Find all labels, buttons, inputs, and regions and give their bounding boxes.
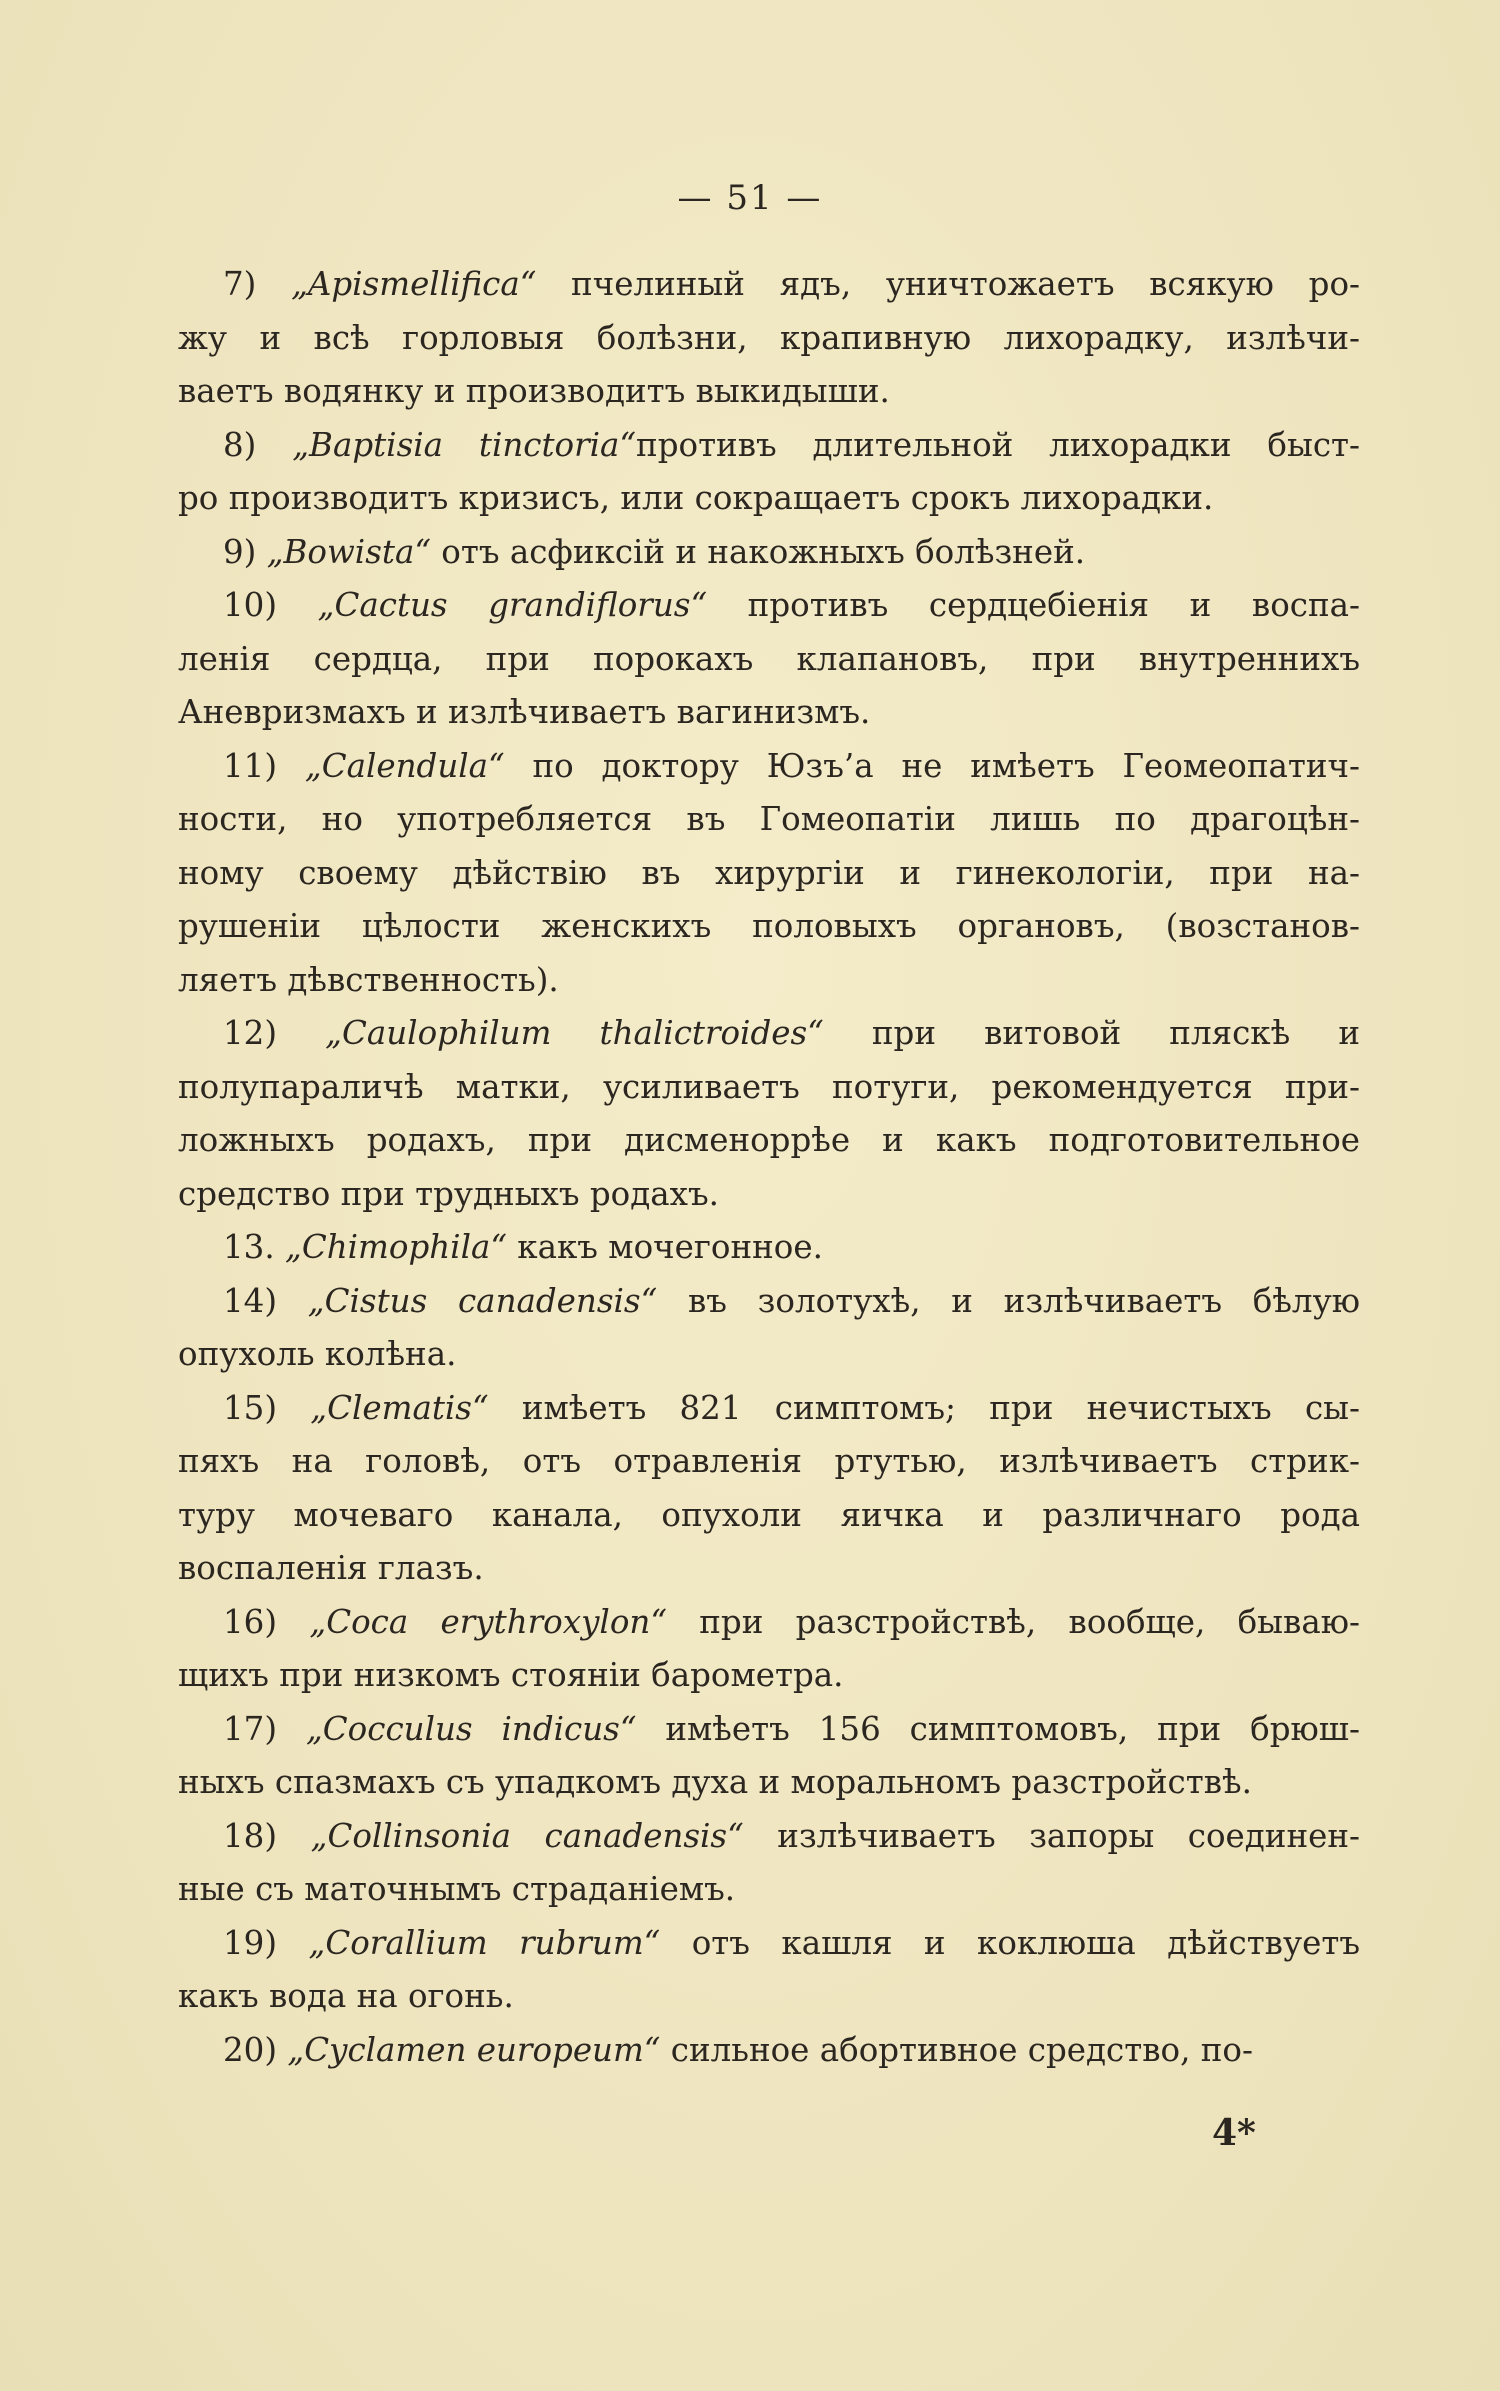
remedy-latin-name: „Calendula“ xyxy=(304,746,505,785)
entry-number: 13. xyxy=(223,1228,275,1266)
remedy-latin-name: „Chimophila“ xyxy=(285,1228,507,1266)
remedy-latin-name: „Cocculus indicus“ xyxy=(305,1709,637,1748)
entry-line xyxy=(178,1863,1360,1917)
entry-text: ному своему дѣйствію въ хирургіи и гинекологіи, при на- xyxy=(178,853,1360,892)
remedy-entry xyxy=(178,579,1360,740)
remedy-entry xyxy=(178,1917,1360,2024)
page-number: — 51 — xyxy=(677,178,823,218)
entry-number: 19) xyxy=(223,1923,278,1962)
entry-line xyxy=(178,1114,1360,1168)
remedy-entry xyxy=(178,1275,1360,1382)
remedy-latin-name: „Cistus canadensis“ xyxy=(307,1281,658,1320)
remedy-entry xyxy=(178,1382,1360,1596)
entry-text: отъ асфиксій и накожныхъ болѣзней. xyxy=(430,532,1086,571)
remedy-entry xyxy=(178,1703,1360,1810)
remedy-entry xyxy=(178,1221,1360,1275)
entry-text: воспаленія глазъ. xyxy=(178,1549,484,1587)
entry-line xyxy=(178,1917,1360,1971)
entry-text: опухоль колѣна. xyxy=(178,1335,457,1373)
entry-line xyxy=(178,633,1360,687)
entry-text: противъ сердцебіенія и воспа- xyxy=(707,586,1360,624)
signature-mark: 4* xyxy=(1212,2112,1256,2154)
entry-line xyxy=(178,472,1360,526)
entry-line xyxy=(178,579,1360,633)
remedy-latin-name: „Collinsonia canadensis“ xyxy=(310,1816,744,1855)
entry-text: ложныхъ родахъ, при дисменоррѣе и какъ подготовительное xyxy=(178,1121,1360,1159)
entry-line xyxy=(178,686,1360,740)
entry-text: при витовой пляскѣ и xyxy=(823,1014,1360,1052)
entry-number: 10) xyxy=(223,586,278,624)
entry-line xyxy=(178,312,1360,366)
entry-text: отъ кашля и коклюша дѣйствуетъ xyxy=(660,1923,1360,1962)
entry-line xyxy=(178,1221,1360,1275)
remedy-entry xyxy=(178,1007,1360,1221)
entry-number: 20) xyxy=(223,2030,278,2069)
entry-text: при разстройствѣ, вообще, бываю- xyxy=(666,1602,1360,1641)
entry-text: ляетъ дѣвственность). xyxy=(178,960,559,999)
entry-line xyxy=(178,1489,1360,1543)
entry-line xyxy=(178,1542,1360,1596)
entry-line xyxy=(178,1168,1360,1222)
entry-text: средство при трудныхъ родахъ. xyxy=(178,1174,719,1213)
remedy-entry xyxy=(178,1596,1360,1703)
entry-text: сильное абортивное средство, по- xyxy=(660,2030,1253,2069)
entry-line xyxy=(178,900,1360,954)
entry-text: ро производитъ кризисъ, или сокращаетъ срокъ лихорадки. xyxy=(178,479,1214,517)
entry-text: ваетъ водянку и производитъ выкидыши. xyxy=(178,372,890,410)
entry-line xyxy=(178,365,1360,419)
entry-number: 18) xyxy=(223,1816,278,1855)
entry-number: 9) xyxy=(223,532,257,571)
remedy-latin-name: „Bowista“ xyxy=(266,532,431,571)
remedy-entry xyxy=(178,419,1360,526)
entry-line xyxy=(178,1328,1360,1382)
entry-text: рушеніи цѣлости женскихъ половыхъ органовъ, (возстанов- xyxy=(178,907,1360,945)
entry-number: 7) xyxy=(223,265,257,303)
remedy-latin-name: „Cactus grandiflorus“ xyxy=(317,586,708,624)
entry-text: ныхъ спазмахъ съ упадкомъ духа и моральномъ разстройствѣ. xyxy=(178,1763,1252,1801)
entry-line xyxy=(178,258,1360,312)
remedy-entry xyxy=(178,1810,1360,1917)
entry-text: въ золотухѣ, и излѣчиваетъ бѣлую xyxy=(657,1281,1360,1320)
remedy-latin-name: „Cyclamen europeum“ xyxy=(287,2030,661,2069)
entry-text: жу и всѣ горловыя болѣзни, крапивную лихорадку, излѣчи- xyxy=(178,318,1360,357)
entry-line xyxy=(178,740,1360,794)
entry-text: пчелиный ядъ, уничтожаетъ всякую ро- xyxy=(536,265,1360,303)
entry-line xyxy=(178,1970,1360,2024)
remedy-latin-name: „Clematis“ xyxy=(310,1388,489,1427)
remedy-entry xyxy=(178,2024,1360,2078)
entry-line xyxy=(178,2024,1360,2078)
entry-line xyxy=(178,793,1360,847)
remedy-latin-name: „Baptisia tinctoria“ xyxy=(292,425,637,464)
entry-line xyxy=(178,1756,1360,1810)
entry-number: 8) xyxy=(223,425,257,464)
remedy-latin-name: „Coca erythroxylon“ xyxy=(309,1602,667,1641)
remedy-latin-name: „Caulophilum thalictroides“ xyxy=(325,1014,824,1052)
entry-line xyxy=(178,1810,1360,1864)
entry-line xyxy=(178,1703,1360,1757)
entry-line xyxy=(178,1382,1360,1436)
entry-text: какъ мочегонное. xyxy=(506,1228,823,1266)
entry-number: 14) xyxy=(223,1281,278,1320)
entry-line xyxy=(178,847,1360,901)
remedy-entry xyxy=(178,526,1360,580)
remedy-list xyxy=(178,258,1360,2077)
entry-line xyxy=(178,1007,1360,1061)
entry-text: ленія сердца, при порокахъ клапановъ, при внутреннихъ xyxy=(178,639,1360,678)
entry-number: 17) xyxy=(223,1709,278,1748)
entry-line xyxy=(178,1649,1360,1703)
entry-text: имѣетъ 156 симптомовъ, при брюш- xyxy=(636,1709,1360,1748)
entry-text: щихъ при низкомъ стояніи барометра. xyxy=(178,1656,844,1694)
entry-line xyxy=(178,419,1360,473)
remedy-latin-name: „Apismellifica“ xyxy=(291,265,537,303)
remedy-entry xyxy=(178,258,1360,419)
entry-line xyxy=(178,1435,1360,1489)
entry-text: излѣчиваетъ запоры соединен- xyxy=(743,1816,1360,1855)
entry-text: ные съ маточнымъ страданіемъ. xyxy=(178,1870,736,1908)
entry-line xyxy=(178,1596,1360,1650)
entry-text: туру мочеваго канала, опухоли яичка и различнаго рода xyxy=(178,1495,1360,1534)
entry-number: 15) xyxy=(223,1388,278,1427)
entry-text: имѣетъ 821 симптомъ; при нечистыхъ сы- xyxy=(488,1388,1360,1427)
entry-text: какъ вода на огонь. xyxy=(178,1977,514,2015)
entry-number: 16) xyxy=(223,1602,278,1641)
entry-text: по доктору Юзъ’а не имѣетъ Геомеопатич- xyxy=(504,746,1360,785)
entry-number: 11) xyxy=(223,746,278,785)
entry-text: противъ длительной лихорадки быст- xyxy=(636,425,1360,464)
entry-line xyxy=(178,1275,1360,1329)
entry-line xyxy=(178,526,1360,580)
remedy-entry xyxy=(178,740,1360,1008)
remedy-latin-name: „Corallium rubrum“ xyxy=(308,1923,661,1962)
entry-text: пяхъ на головѣ, отъ отравленія ртутью, излѣчиваетъ стрик- xyxy=(178,1442,1360,1480)
entry-text: Аневризмахъ и излѣчиваетъ вагинизмъ. xyxy=(178,693,871,731)
entry-line xyxy=(178,954,1360,1008)
entry-number: 12) xyxy=(223,1014,278,1052)
entry-line xyxy=(178,1061,1360,1115)
entry-text: ности, но употребляется въ Гомеопатіи лишь по драгоцѣн- xyxy=(178,800,1360,838)
entry-text: полупараличѣ матки, усиливаетъ потуги, рекомендуется при- xyxy=(178,1067,1360,1106)
